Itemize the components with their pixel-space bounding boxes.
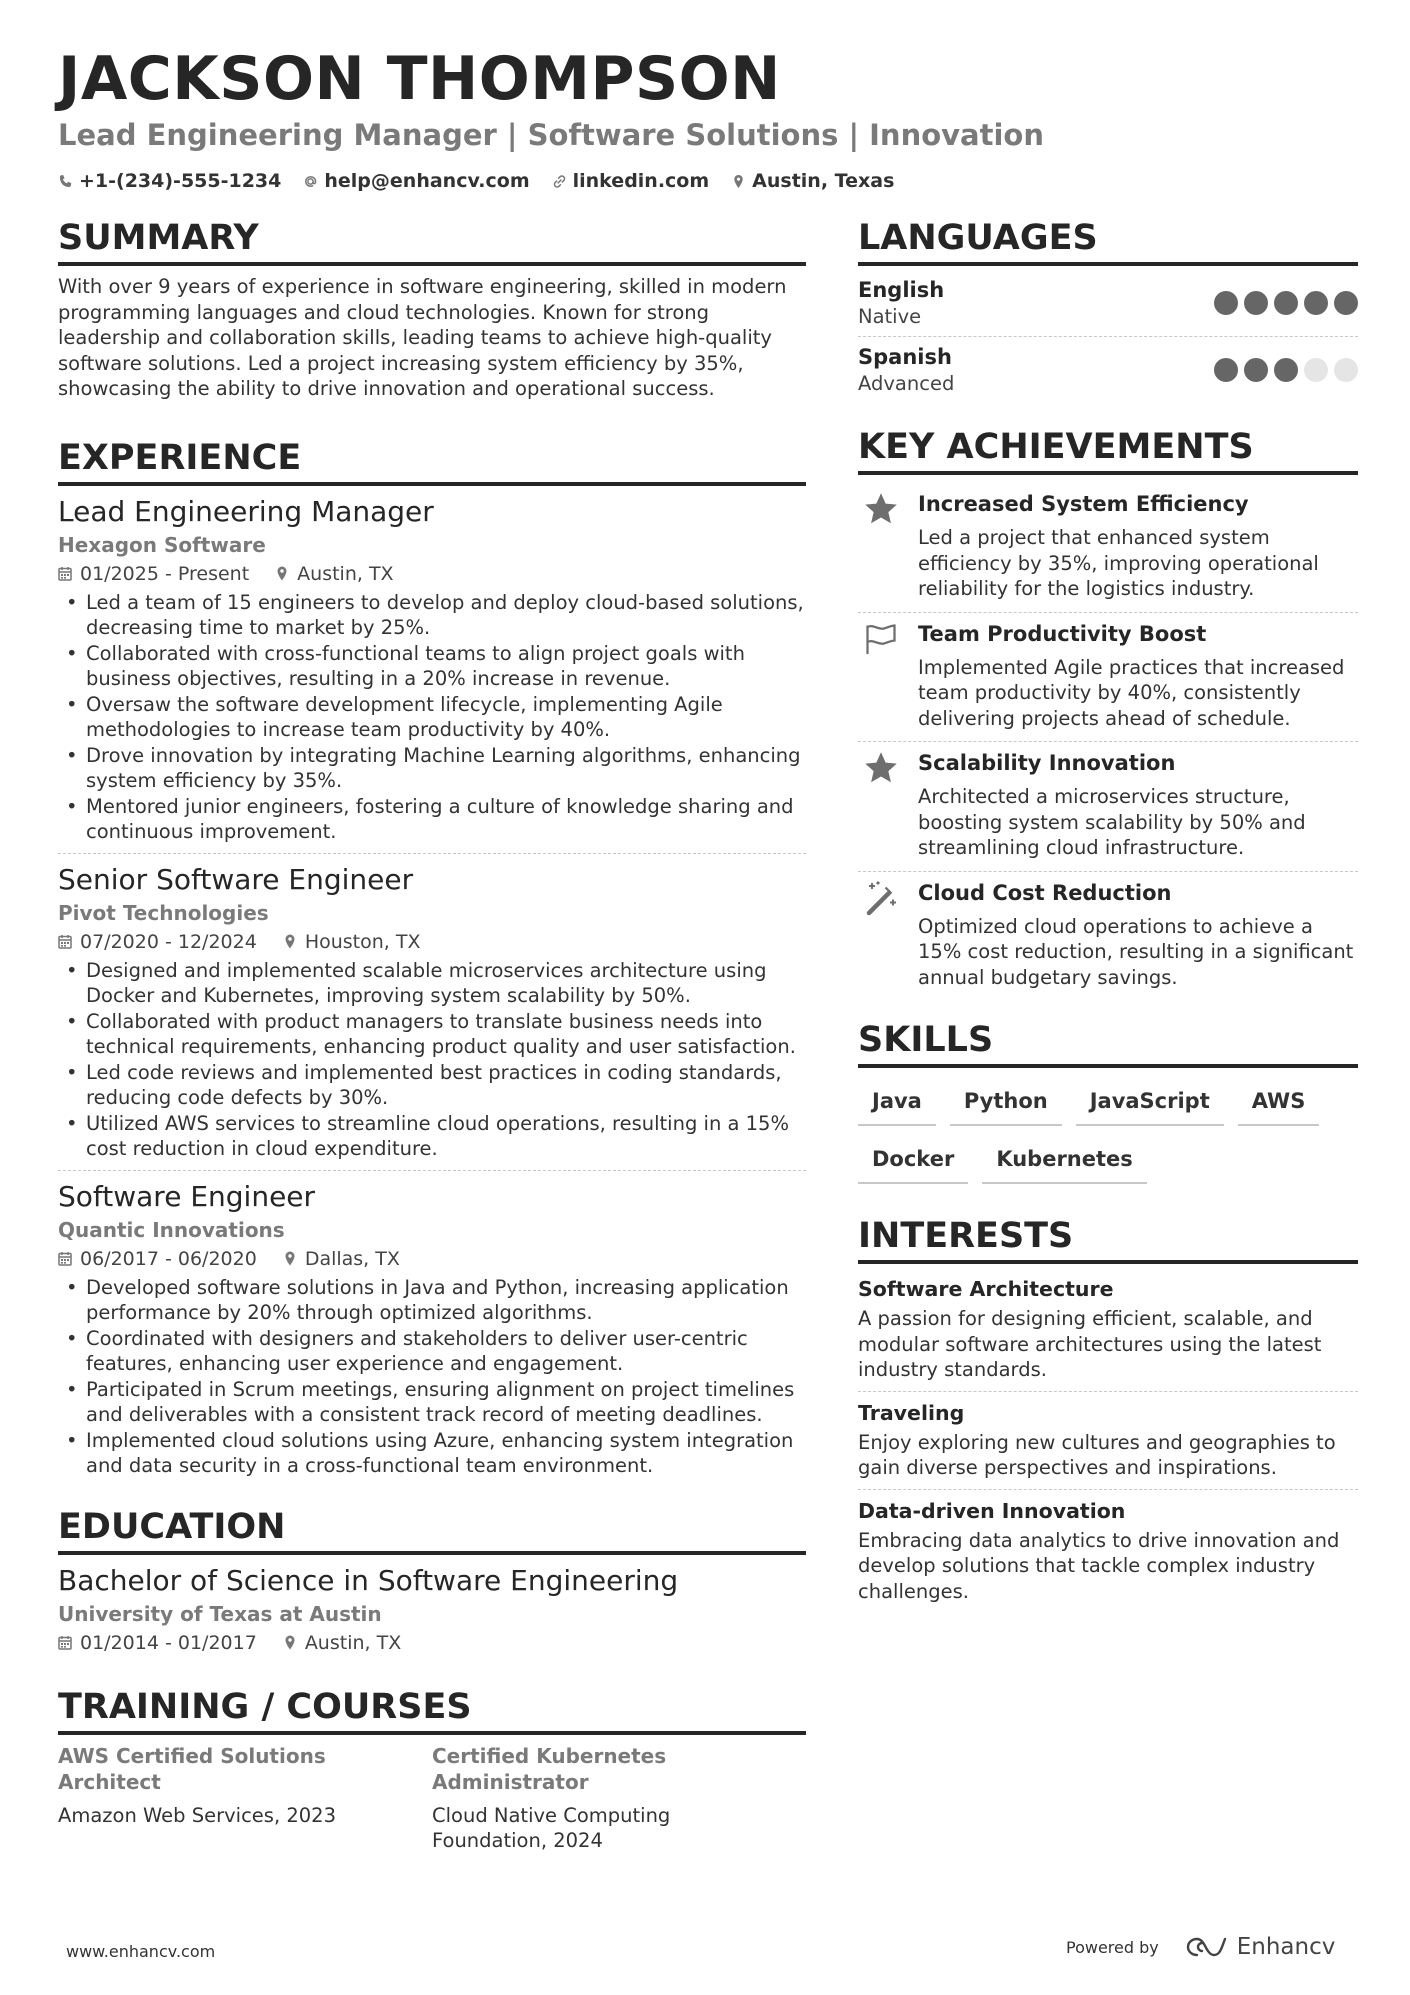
interest-item	[858, 1396, 1358, 1490]
job-bullets	[58, 958, 806, 1162]
brand-logo[interactable]	[1185, 1934, 1336, 1960]
training-section	[58, 1685, 806, 1854]
job-meta	[58, 928, 806, 956]
left-column	[58, 216, 806, 1854]
skill-tag: Kubernetes	[982, 1142, 1146, 1184]
achievement-title: Scalability Innovation	[918, 751, 1176, 775]
job-bullet: • Led a team of 15 engineers to develop and deploy cloud-based solutions, decreasing time to market by 25%.	[58, 590, 806, 641]
link-icon	[552, 174, 567, 189]
job-location	[283, 1245, 400, 1273]
contact-bar	[58, 168, 894, 194]
course-item	[58, 1743, 432, 1854]
contact-location	[731, 168, 894, 194]
achievements-heading: KEY ACHIEVEMENTS	[858, 425, 1358, 475]
language-item	[858, 274, 1358, 337]
job-location-text: Austin, TX	[297, 562, 394, 585]
education-dates	[58, 1629, 257, 1657]
interest-desc: Embracing data analytics to drive innovation and develop solutions that tackle complex industry challenges.	[858, 1528, 1340, 1603]
interests-section	[858, 1214, 1358, 1612]
languages-section	[858, 216, 1358, 403]
course-org: Cloud Native Computing Foundation, 2024	[432, 1803, 671, 1852]
job-bullets	[58, 590, 806, 845]
job-bullet: • Designed and implemented scalable microservices architecture using Docker and Kubernetes, improving system scalability by 50%.	[58, 958, 806, 1009]
location-pin-icon	[275, 566, 289, 581]
job-location	[275, 560, 393, 588]
job-dates	[58, 560, 249, 588]
job-bullet: • Mentored junior engineers, fostering a culture of knowledge sharing and continuous improvement.	[58, 794, 806, 845]
company-name: Hexagon Software	[58, 532, 266, 557]
calendar-icon	[58, 934, 72, 949]
candidate-title: Lead Engineering Manager | Software Solutions | Innovation	[58, 118, 1044, 152]
rating-dot-filled	[1304, 291, 1328, 315]
job-location	[283, 928, 421, 956]
job-bullet: • Oversaw the software development lifecycle, implementing Agile methodologies to increase team productivity by 40%.	[58, 692, 806, 743]
job-entry	[58, 862, 806, 1171]
contact-email[interactable]	[303, 168, 529, 194]
training-list	[58, 1743, 806, 1854]
interest-item	[858, 1494, 1358, 1613]
achievement-item	[858, 613, 1358, 743]
company-name: Quantic Innovations	[58, 1217, 285, 1242]
calendar-icon	[58, 1251, 72, 1266]
summary-text: With over 9 years of experience in software engineering, skilled in modern programming languages and cloud technologies. Known for strong leadership and collaboration skills, leading teams to achieve high-quality software solutions. Led a project increasing system efficiency by 35%, showcasing the ability to drive innovation and operational success.	[58, 275, 787, 400]
education-dates-text: 01/2014 - 01/2017	[80, 1631, 257, 1654]
job-dates-text: 01/2025 - Present	[80, 562, 250, 585]
training-heading: TRAINING / COURSES	[58, 1685, 806, 1735]
language-rating	[1214, 358, 1358, 382]
degree-title: Bachelor of Science in Software Engineering	[58, 1563, 679, 1597]
achievement-icon-slot	[858, 748, 904, 861]
achievement-title: Cloud Cost Reduction	[918, 880, 1172, 905]
job-meta	[58, 560, 806, 588]
location-pin-icon	[283, 1635, 297, 1650]
phone-text: +1-(234)-555-1234	[79, 170, 282, 192]
language-rating	[1214, 291, 1358, 315]
rating-dot-filled	[1244, 291, 1268, 315]
skill-tag: Java	[858, 1084, 936, 1126]
brand-name: Enhancv	[1236, 1934, 1336, 1960]
job-title: Software Engineer	[58, 1179, 316, 1213]
school-name: University of Texas at Austin	[58, 1601, 382, 1626]
job-entry	[58, 494, 806, 854]
contact-linkedin[interactable]	[552, 168, 710, 194]
achievement-title: Increased System Efficiency	[918, 492, 1249, 516]
job-title: Senior Software Engineer	[58, 862, 414, 896]
company-name: Pivot Technologies	[58, 900, 269, 925]
education-location	[283, 1629, 401, 1657]
at-icon	[303, 174, 318, 189]
job-dates-text: 06/2017 - 06/2020	[80, 1247, 257, 1270]
skill-tag: Python	[950, 1084, 1062, 1126]
language-item	[858, 341, 1358, 403]
language-level: Advanced	[858, 372, 955, 395]
achievement-item	[858, 872, 1358, 1001]
achievement-item	[858, 483, 1358, 613]
course-name: AWS Certified Solutions Architect	[58, 1743, 326, 1794]
interest-desc: Enjoy exploring new cultures and geographies to gain diverse perspectives and inspirations.	[858, 1430, 1336, 1479]
skill-tag: AWS	[1238, 1084, 1320, 1126]
skills-heading: SKILLS	[858, 1018, 1358, 1068]
achievements-section	[858, 425, 1358, 1000]
interests-heading: INTERESTS	[858, 1214, 1358, 1264]
summary-section	[58, 216, 806, 402]
skills-list	[858, 1076, 1358, 1184]
interest-item	[858, 1272, 1358, 1392]
skill-tag: Docker	[858, 1142, 968, 1184]
experience-section	[58, 436, 806, 1487]
education-location-text: Austin, TX	[304, 1631, 402, 1654]
magic-wand-icon	[862, 880, 900, 916]
linkedin-text: linkedin.com	[572, 170, 710, 192]
rating-dot-filled	[1214, 291, 1238, 315]
candidate-name: JACKSON THOMPSON	[58, 44, 781, 114]
job-bullet: • Developed software solutions in Java and Python, increasing application performance by 20% through optimized algorithms.	[58, 1275, 806, 1326]
location-pin-icon	[283, 934, 297, 949]
job-dates	[58, 1245, 257, 1273]
job-bullet: • Coordinated with designers and stakeholders to deliver user-centric features, enhancing user experience and engagement.	[58, 1326, 806, 1377]
job-location-text: Houston, TX	[304, 930, 421, 953]
job-location-text: Dallas, TX	[304, 1247, 400, 1270]
achievement-desc: Implemented Agile practices that increased team productivity by 40%, consistently delivering projects ahead of schedule.	[918, 655, 1345, 730]
language-name: Spanish	[858, 345, 952, 369]
interest-name: Traveling	[858, 1400, 965, 1425]
course-item	[432, 1743, 806, 1854]
enhancv-logo-icon	[1185, 1935, 1229, 1959]
course-name: Certified Kubernetes Administrator	[432, 1743, 667, 1794]
job-bullet: • Implemented cloud solutions using Azure, enhancing system integration and data security in a cross-functional team environment.	[58, 1428, 806, 1479]
job-dates	[58, 928, 257, 956]
skill-tag: JavaScript	[1076, 1084, 1224, 1126]
location-text: Austin, Texas	[752, 170, 895, 192]
job-title: Lead Engineering Manager	[58, 494, 434, 528]
footer-branding	[1066, 1934, 1335, 1960]
achievement-icon-slot	[858, 619, 904, 732]
footer-website[interactable]: www.enhancv.com	[66, 1942, 216, 1961]
star-icon	[862, 750, 900, 786]
job-bullet: • Collaborated with product managers to translate business needs into technical requirements, enhancing product quality and user satisfaction.	[58, 1009, 806, 1060]
job-bullet: • Led code reviews and implemented best practices in coding standards, reducing code defects by 30%.	[58, 1060, 806, 1111]
achievement-icon-slot	[858, 878, 904, 991]
achievement-desc: Optimized cloud operations to achieve a 15% cost reduction, resulting in a significant annual budgetary savings.	[918, 914, 1354, 989]
skills-section	[858, 1018, 1358, 1184]
job-dates-text: 07/2020 - 12/2024	[80, 930, 257, 953]
calendar-icon	[58, 1635, 72, 1650]
job-entry	[58, 1179, 806, 1487]
contact-phone	[58, 168, 281, 194]
course-org: Amazon Web Services, 2023	[58, 1803, 336, 1827]
achievement-item	[858, 742, 1358, 872]
rating-dot-filled	[1334, 291, 1358, 315]
job-bullet: • Collaborated with cross-functional teams to align project goals with business objectives, resulting in a 20% increase in revenue.	[58, 641, 806, 692]
job-bullet: • Participated in Scrum meetings, ensuring alignment on project timelines and deliverables with a consistent track record of meeting deadlines.	[58, 1377, 806, 1428]
achievement-desc: Architected a microservices structure, boosting system scalability by 50% and streamlining cloud infrastructure.	[918, 785, 1306, 859]
location-pin-icon	[283, 1251, 297, 1266]
interest-name: Data-driven Innovation	[858, 1498, 1126, 1523]
job-meta	[58, 1245, 806, 1273]
language-name: English	[858, 278, 945, 302]
language-level: Native	[858, 305, 922, 328]
right-column	[858, 216, 1358, 1616]
rating-dot-empty	[1304, 358, 1328, 382]
location-pin-icon	[731, 174, 746, 189]
rating-dot-filled	[1274, 291, 1298, 315]
email-text: help@enhancv.com	[324, 170, 530, 192]
languages-heading: LANGUAGES	[858, 216, 1358, 266]
interest-name: Software Architecture	[858, 1277, 1114, 1301]
interest-desc: A passion for designing efficient, scalable, and modular software architectures using the latest industry standards.	[858, 1307, 1322, 1381]
rating-dot-empty	[1334, 358, 1358, 382]
job-bullet: • Drove innovation by integrating Machine Learning algorithms, enhancing system efficiency by 35%.	[58, 743, 806, 794]
calendar-icon	[58, 566, 72, 581]
job-bullets	[58, 1275, 806, 1479]
education-heading: EDUCATION	[58, 1505, 806, 1555]
job-bullet: • Utilized AWS services to streamline cloud operations, resulting in a 15% cost reduction in cloud expenditure.	[58, 1111, 806, 1162]
achievement-title: Team Productivity Boost	[918, 621, 1207, 646]
powered-by-label: Powered by	[1066, 1937, 1159, 1957]
education-section	[58, 1505, 806, 1657]
phone-icon	[58, 174, 73, 189]
rating-dot-filled	[1244, 358, 1268, 382]
rating-dot-filled	[1214, 358, 1238, 382]
rating-dot-filled	[1274, 358, 1298, 382]
achievement-icon-slot	[858, 489, 904, 602]
experience-heading: EXPERIENCE	[58, 436, 806, 486]
education-meta	[58, 1629, 806, 1657]
flag-icon	[862, 621, 900, 657]
summary-heading: SUMMARY	[58, 216, 806, 266]
achievement-desc: Led a project that enhanced system efficiency by 35%, improving operational reliability for the logistics industry.	[918, 526, 1319, 600]
star-icon	[862, 491, 900, 527]
